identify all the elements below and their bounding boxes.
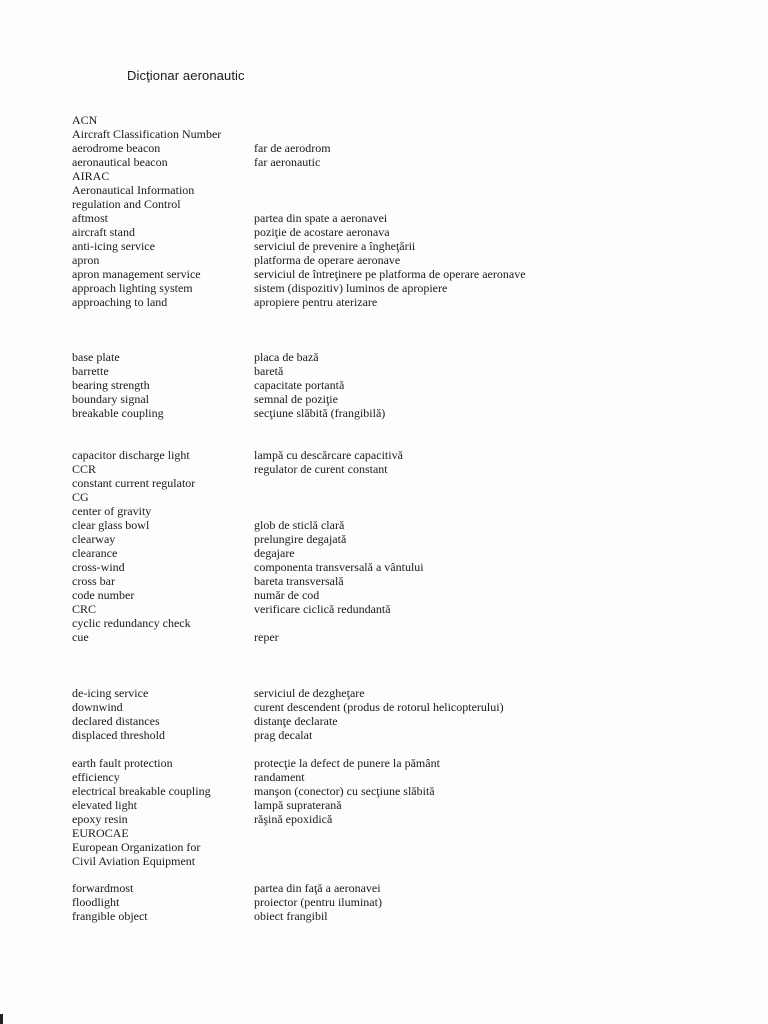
entry-translation: serviciul de prevenire a îngheţării	[254, 239, 416, 253]
entry-translation: protecţie la defect de punere la pământ	[254, 756, 440, 770]
glossary-entry	[72, 630, 752, 644]
entry-term: clearway	[72, 532, 116, 546]
entry-translation: distanţe declarate	[254, 714, 338, 728]
glossary-entry	[72, 574, 752, 588]
glossary-entry	[72, 141, 752, 155]
glossary-entry	[72, 840, 752, 854]
entry-term: constant current regulator	[72, 476, 196, 490]
entry-term: clearance	[72, 546, 118, 560]
document-title: Dicţionar aeronautic	[127, 68, 245, 83]
glossary-entry	[72, 518, 752, 532]
entry-term: CCR	[72, 462, 97, 476]
glossary-entry	[72, 728, 752, 742]
glossary-entry	[72, 770, 752, 784]
entry-term: approaching to land	[72, 295, 168, 309]
glossary-entry	[72, 546, 752, 560]
glossary-entry	[72, 225, 752, 239]
entry-term: aerodrome beacon	[72, 141, 161, 155]
entry-term: aftmost	[72, 211, 108, 225]
entry-translation: secţiune slăbită (frangibilă)	[254, 406, 386, 420]
entry-term: barrette	[72, 364, 109, 378]
entry-term: cue	[72, 630, 89, 644]
glossary-entry	[72, 909, 752, 923]
entry-term: base plate	[72, 350, 120, 364]
entry-translation: sistem (dispozitiv) luminos de apropiere	[254, 281, 448, 295]
entry-term: ACN	[72, 113, 98, 127]
entry-translation: componenta transversală a vântului	[254, 560, 424, 574]
entry-translation: apropiere pentru aterizare	[254, 295, 378, 309]
entry-term: center of gravity	[72, 504, 152, 518]
glossary-entry	[72, 169, 752, 183]
entry-term: bearing strength	[72, 378, 150, 392]
entry-translation: serviciul de întreţinere pe platforma de operare aeronave	[254, 267, 526, 281]
glossary-entry	[72, 588, 752, 602]
entry-term: breakable coupling	[72, 406, 164, 420]
entry-translation: glob de sticlă clară	[254, 518, 345, 532]
glossary-entry	[72, 350, 752, 364]
entry-term: CG	[72, 490, 89, 504]
glossary-entry	[72, 895, 752, 909]
entry-term: elevated light	[72, 798, 137, 812]
entry-translation: manşon (conector) cu secţiune slăbită	[254, 784, 435, 798]
glossary-entry	[72, 490, 752, 504]
glossary-entry	[72, 532, 752, 546]
entry-term: Aeronautical Information	[72, 183, 195, 197]
entry-term: European Organization for	[72, 840, 201, 854]
entry-translation: capacitate portantă	[254, 378, 345, 392]
entry-translation: poziţie de acostare aeronava	[254, 225, 390, 239]
entry-term: AIRAC	[72, 169, 110, 183]
scan-edge-mark	[0, 1014, 3, 1024]
entry-translation: semnal de poziţie	[254, 392, 338, 406]
entry-term: boundary signal	[72, 392, 149, 406]
entry-translation: far de aerodrom	[254, 141, 331, 155]
glossary-entry	[72, 826, 752, 840]
entry-term: apron management service	[72, 267, 201, 281]
glossary-entry	[72, 462, 752, 476]
glossary-entry	[72, 602, 752, 616]
entry-term: de-icing service	[72, 686, 149, 700]
entry-translation: obiect frangibil	[254, 909, 328, 923]
glossary-entry	[72, 700, 752, 714]
entry-term: regulation and Control	[72, 197, 181, 211]
glossary-entry	[72, 197, 752, 211]
glossary-entry	[72, 560, 752, 574]
entry-translation: partea din spate a aeronavei	[254, 211, 388, 225]
entry-term: cyclic redundancy check	[72, 616, 191, 630]
entry-term: frangible object	[72, 909, 148, 923]
entry-term: aircraft stand	[72, 225, 135, 239]
glossary-entry	[72, 476, 752, 490]
entry-translation: curent descendent (produs de rotorul helicopterului)	[254, 700, 504, 714]
entry-term: clear glass bowl	[72, 518, 150, 532]
glossary-entry	[72, 714, 752, 728]
entry-translation: bareta transversală	[254, 574, 344, 588]
entry-translation: proiector (pentru iluminat)	[254, 895, 382, 909]
entry-translation: degajare	[254, 546, 295, 560]
entry-translation: serviciul de dezgheţare	[254, 686, 365, 700]
glossary-entry	[72, 253, 752, 267]
entry-term: CRC	[72, 602, 97, 616]
entry-term: Aircraft Classification Number	[72, 127, 222, 141]
entry-translation: regulator de curent constant	[254, 462, 388, 476]
entry-term: Civil Aviation Equipment	[72, 854, 196, 868]
glossary-entry	[72, 812, 752, 826]
glossary-entry	[72, 881, 752, 895]
entry-term: electrical breakable coupling	[72, 784, 211, 798]
entry-translation: verificare ciclică redundantă	[254, 602, 391, 616]
entry-translation: lampă cu descărcare capacitivă	[254, 448, 403, 462]
glossary-entry	[72, 239, 752, 253]
glossary-entry	[72, 281, 752, 295]
glossary-entry	[72, 854, 752, 868]
entry-term: earth fault protection	[72, 756, 173, 770]
entry-term: forwardmost	[72, 881, 134, 895]
entry-term: aeronautical beacon	[72, 155, 168, 169]
entry-translation: răşină epoxidică	[254, 812, 333, 826]
entry-translation: partea din faţă a aeronavei	[254, 881, 381, 895]
glossary-entry	[72, 295, 752, 309]
entry-translation: reper	[254, 630, 279, 644]
entry-translation: lampă supraterană	[254, 798, 342, 812]
entry-translation: far aeronautic	[254, 155, 321, 169]
entry-translation: prag decalat	[254, 728, 313, 742]
entry-translation: randament	[254, 770, 305, 784]
glossary-entry	[72, 756, 752, 770]
entry-translation: baretă	[254, 364, 284, 378]
entry-term: cross bar	[72, 574, 115, 588]
glossary-entry	[72, 364, 752, 378]
glossary-entry	[72, 183, 752, 197]
entry-translation: număr de cod	[254, 588, 320, 602]
entry-term: EUROCAE	[72, 826, 129, 840]
glossary-entry	[72, 406, 752, 420]
glossary-entry	[72, 267, 752, 281]
entry-translation: platforma de operare aeronave	[254, 253, 401, 267]
glossary-entry	[72, 378, 752, 392]
glossary-entry	[72, 616, 752, 630]
glossary-entry	[72, 211, 752, 225]
entry-term: capacitor discharge light	[72, 448, 190, 462]
entry-term: declared distances	[72, 714, 160, 728]
entry-term: epoxy resin	[72, 812, 128, 826]
entry-term: code number	[72, 588, 135, 602]
entry-translation: placa de bază	[254, 350, 319, 364]
entry-term: cross-wind	[72, 560, 125, 574]
glossary-entry	[72, 784, 752, 798]
entry-translation: prelungire degajată	[254, 532, 347, 546]
glossary-entry	[72, 798, 752, 812]
entry-term: anti-icing service	[72, 239, 155, 253]
glossary-entry	[72, 448, 752, 462]
glossary-entry	[72, 392, 752, 406]
glossary-entry	[72, 504, 752, 518]
entry-term: downwind	[72, 700, 123, 714]
entry-term: floodlight	[72, 895, 120, 909]
glossary-entry	[72, 686, 752, 700]
entry-term: apron	[72, 253, 100, 267]
glossary-entry	[72, 155, 752, 169]
entry-term: efficiency	[72, 770, 120, 784]
entry-term: displaced threshold	[72, 728, 165, 742]
glossary-entry	[72, 127, 752, 141]
glossary-entry	[72, 113, 752, 127]
entry-term: approach lighting system	[72, 281, 193, 295]
